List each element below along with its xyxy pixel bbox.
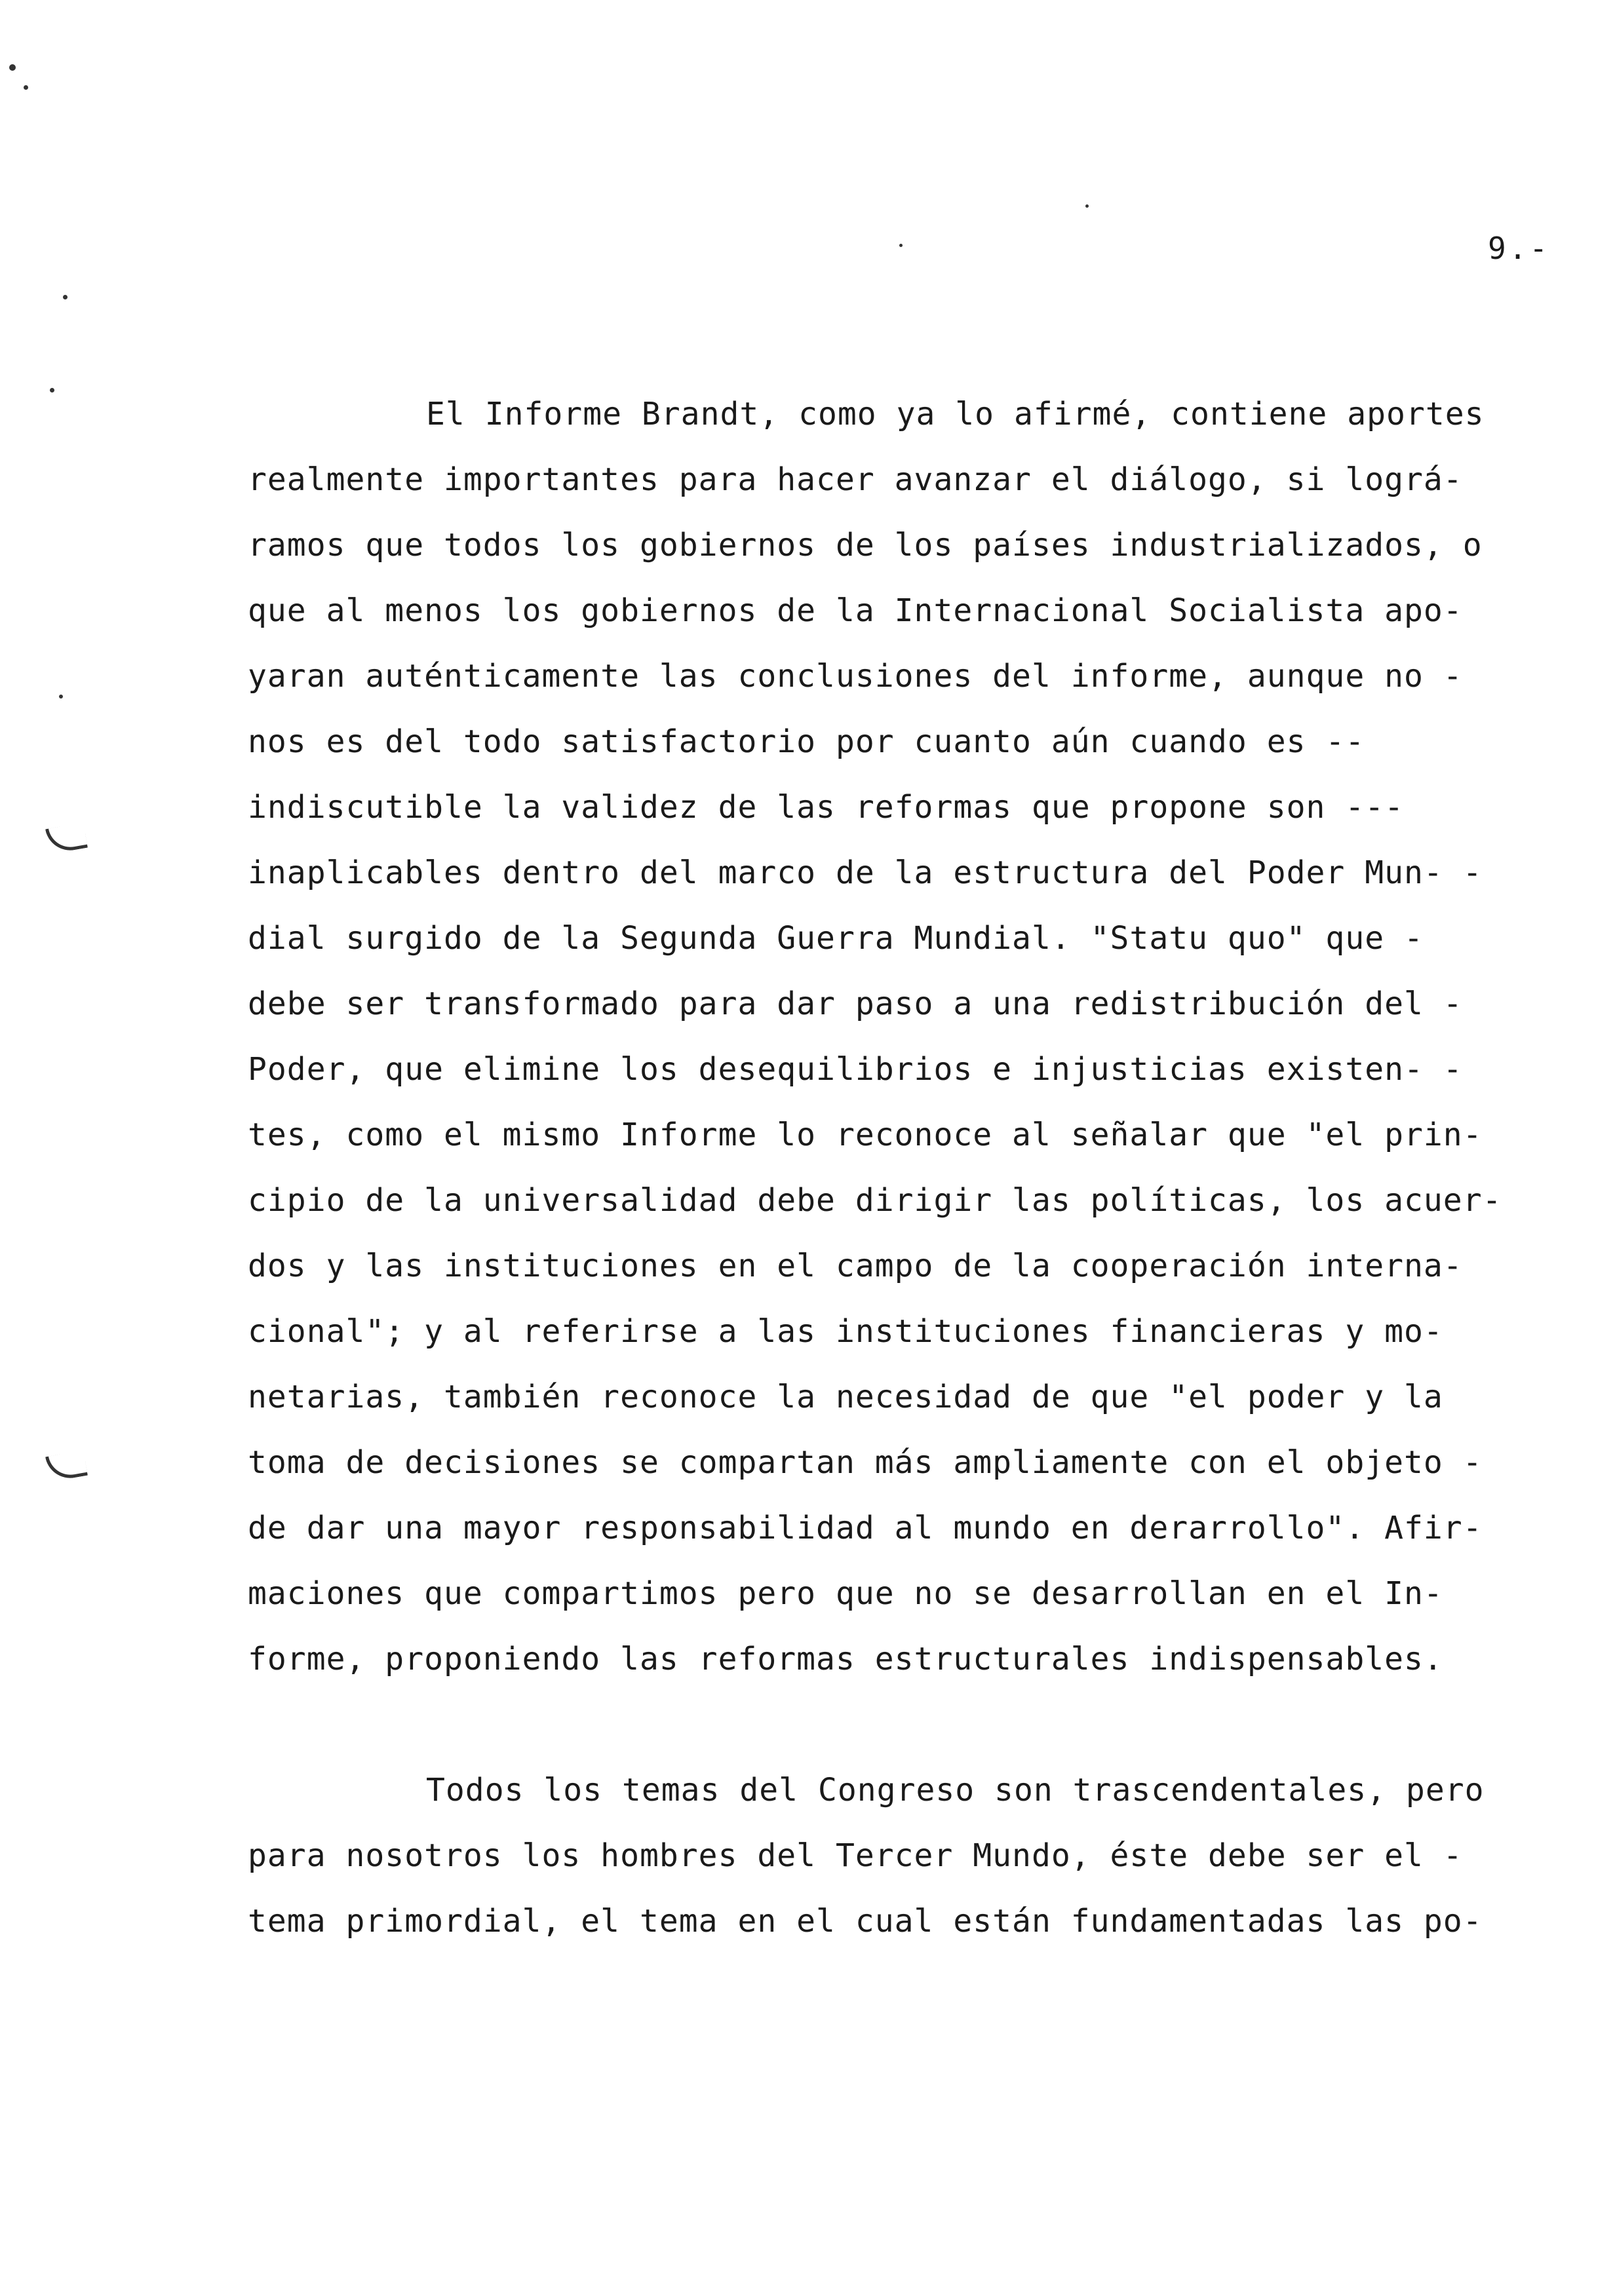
text-line: inaplicables dentro del marco de la estructura del Poder Mun- -: [248, 854, 1483, 891]
text-line: nos es del todo satisfactorio por cuanto aún cuando es --: [248, 723, 1365, 760]
text-line: forme, proponiendo las reformas estructurales indispensables.: [248, 1641, 1443, 1677]
page-number: 9.-: [1488, 231, 1551, 266]
text-line: yaran auténticamente las conclusiones del informe, aunque no -: [248, 658, 1463, 695]
text-line: de dar una mayor responsabilidad al mundo en derarrollo". Afir-: [248, 1510, 1483, 1546]
text-line: para nosotros los hombres del Tercer Mundo, éste debe ser el -: [248, 1837, 1463, 1874]
punch-hole-mark: [45, 1450, 88, 1482]
text-line: toma de decisiones se compartan más ampliamente con el objeto -: [248, 1444, 1483, 1481]
text-line: netarias, también reconoce la necesidad de que "el poder y la: [248, 1379, 1443, 1415]
text-line: que al menos los gobiernos de la Internacional Socialista apo-: [248, 592, 1463, 629]
text-line: dial surgido de la Segunda Guerra Mundial. "Statu quo" que -: [248, 920, 1424, 957]
scan-speck: [50, 388, 54, 392]
scan-speck: [59, 695, 63, 698]
text-line: cipio de la universalidad debe dirigir las políticas, los acuer-: [248, 1182, 1502, 1219]
text-line: Poder, que elimine los desequilibrios e injusticias existen- -: [248, 1051, 1463, 1088]
text-line: tema primordial, el tema en el cual están fundamentadas las po-: [248, 1903, 1483, 1940]
text-line: El Informe Brandt, como ya lo afirmé, contiene aportes: [426, 396, 1485, 432]
text-line: dos y las instituciones en el campo de la cooperación interna-: [248, 1248, 1463, 1284]
scan-speck: [899, 244, 903, 247]
text-line: ramos que todos los gobiernos de los países industrializados, o: [248, 527, 1483, 564]
scan-speck: [63, 295, 68, 299]
text-line: cional"; y al referirse a las instituciones financieras y mo-: [248, 1313, 1443, 1350]
text-line: debe ser transformado para dar paso a una redistribución del -: [248, 985, 1463, 1022]
punch-hole-mark: [45, 822, 88, 854]
text-line: Todos los temas del Congreso son trascendentales, pero: [426, 1772, 1485, 1808]
text-line: indiscutible la validez de las reformas que propone son ---: [248, 789, 1405, 826]
scan-speck: [24, 85, 28, 90]
text-line: tes, como el mismo Informe lo reconoce al señalar que "el prin-: [248, 1117, 1483, 1153]
text-line: maciones que compartimos pero que no se desarrollan en el In-: [248, 1575, 1443, 1612]
text-line: realmente importantes para hacer avanzar el diálogo, si lográ-: [248, 461, 1463, 498]
scan-speck: [1085, 204, 1089, 208]
scan-speck: [9, 64, 16, 71]
